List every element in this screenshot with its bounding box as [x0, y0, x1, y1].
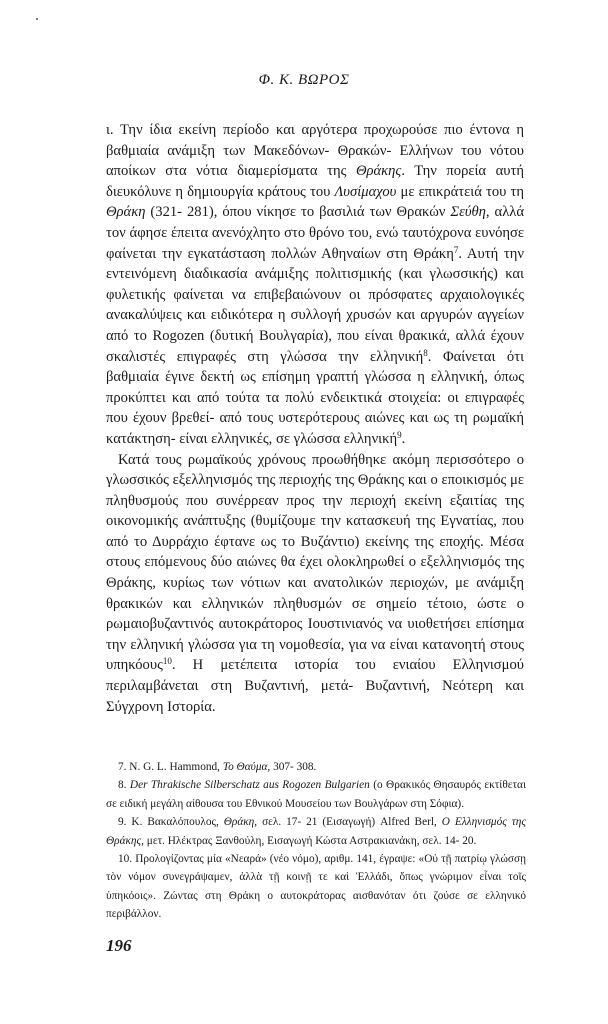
footnote-reference: 7: [453, 244, 459, 255]
text-run: 7. N. G. L. Hammond,: [118, 761, 223, 773]
italic-text: Θράκη: [223, 816, 255, 829]
italic-text: Θράκης: [355, 163, 402, 180]
body-paragraph: [106, 120, 524, 450]
text-run: , σελ. 17- 21 (Εισαγωγή) Alfred Berl,: [254, 816, 442, 829]
text-run: . Η μετέπειτα ιστορία του ενιαίου Ελληνισμού περιλαμβάνεται στη Βυζαντινή, μετά- Βυζαντινή, Νεότερη και Σύγχρονη Ιστορία.: [106, 657, 524, 715]
text-run: 8.: [118, 779, 130, 792]
text-run: , μετ. Ηλέκτρας Ξανθούλη, Εισαγωγή Κώστα Αστρακιανάκη, σελ. 14- 20.: [141, 834, 477, 847]
text-run: 10. Προλογίζοντας μία «Νεαρά» (νέο νόμο), αριθμ. 141, έγραψε: «Οὐ τῇ πατρίῳ γλώσσῃ τὸν νόμον συνεγράψαμεν, ἀλλὰ τῇ κοινῇ τε καὶ Ἑλλάδι, ὅπως γνώριμον εἶναι τοῖς ὑπηκόοις». Ζώντας στη Θράκη ο αυτοκράτορας αισθανόταν ότι ζούσε σε ελληνικό περιβάλλον.: [106, 853, 526, 921]
italic-text: Το Θαύμα: [222, 761, 268, 773]
text-run: .: [401, 430, 406, 447]
text-run: (ο Θρακικός Θησαυρός εκτίθεται σε ειδική μεγάλη αίθουσα του Εθνικού Μουσείου των Βουλγάρων στη Σόφια).: [106, 779, 526, 810]
italic-text: Θράκη: [106, 204, 146, 221]
footnotes: [106, 758, 526, 924]
italic-text: Der Thrakische Silberschatz aus Rogozen Bulgarien: [129, 779, 370, 792]
footnote: [106, 813, 526, 850]
text-run: 9. Κ. Βακαλόπουλος,: [118, 816, 224, 829]
footnote-reference: 8: [423, 347, 428, 358]
text-run: , 307- 308.: [267, 761, 317, 773]
page-number: 196: [106, 936, 132, 955]
footnote-reference: 10: [162, 656, 172, 667]
text-run: (321- 281), όπου νίκησε το βασιλιά των Θρακών: [145, 204, 451, 221]
italic-text: Ο Ελληνισμός της Θράκης: [106, 816, 526, 847]
text-run: . Την πορεία αυτή διευκόλυνε η δημιουργία κράτους του: [106, 163, 525, 200]
scan-speck: [36, 18, 38, 20]
text-run: . Φαίνεται ότι βαθμιαία έγινε δεκτή ως επίσημη γραπτή γλώσσα η ελληνική, όπως προκύπτει και από τούτα τα πολύ ενδεικτικά στοιχεία: οι επιγραφές που έχουν βρεθεί- από τους υστερότερους αιώνες και ως τη ρωμαϊκή κατάκτηση- είναι ελληνικές, σε γλώσσα ελληνική: [106, 348, 524, 447]
text-run: με επικράτειά του τη: [396, 183, 525, 200]
italic-text: Σεύθη: [450, 204, 486, 221]
text-run: , αλλά τον άφησε έπειτα ανενόχλητο στο θρόνο του, ενώ ταυτόχρονα ευνόησε φαίνεται την εγκατάσταση πολλών Αθηναίων στη Θράκη: [106, 204, 524, 262]
body-paragraph: [106, 450, 524, 718]
body-text: [106, 120, 524, 717]
text-run: . Αυτή την εντεινόμενη διαδικασία ανάμιξης πολιτισμικής (και γλωσσικής) και φυλετικής φαίνεται να επιβεβαιώνουν οι πρόσφατες αρχαιολογικές ανακαλύψεις και ειδικότερα η συλλογή χρυσών και αργυρών αγγείων από το Rogozen (δυτική Βουλγαρία), που είναι θρακικά, αλλά έχουν σκαλιστές επιγραφές στη γλώσσα την ελληνική: [106, 245, 524, 365]
text-run: Κατά τους ρωμαϊκούς χρόνους προωθήθηκε ακόμη περισσότερο ο γλωσσικός εξελληνισμός της περιοχής της Θράκης και ο εποικισμός με πληθυσμούς που συνέρρεαν προς την περιοχή εκείνη εξαιτίας της οικονομικής ανάπτυξης (θυμίζουμε την κατασκευή της Εγνατίας, που από το Δυρράχιο έφτανε ως το Βυζάντιο) εκείνης της εποχής. Μέσα στους επόμενους δύο αιώνες θα έχει ολοκληρωθεί ο εξελληνισμός της Θράκης, κυρίως των νότιων και ανατολικών περιοχών, με ανάμιξη θρακικών και ελληνικών πληθυσμών σε σημείο τέτοιο, ώστε ο ρωμαιοβυζαντινός αυτοκράτορος Ιουστινιανός να υιοθετήσει επίσημα την ελληνική γλώσσα για τη νομοθεσία, για να είναι κατανοητή στους υπηκόους: [106, 451, 524, 674]
footnote: [106, 776, 526, 813]
footnote: [106, 850, 526, 924]
text-run: ι. Την ίδια εκείνη περίοδο και αργότερα προχωρούσε πιο έντονα η βαθμιαία ανάμιξη των Μακεδόνων- Θρακών- Ελλήνων του νότου αποίκων στα νότια διαμερίσματα της: [106, 122, 524, 180]
footnote-reference: 9: [397, 429, 402, 440]
running-header: Φ. Κ. ΒΩΡΟΣ: [258, 72, 350, 88]
footnote: [106, 758, 526, 776]
italic-text: Λυσίμαχου: [334, 183, 397, 200]
